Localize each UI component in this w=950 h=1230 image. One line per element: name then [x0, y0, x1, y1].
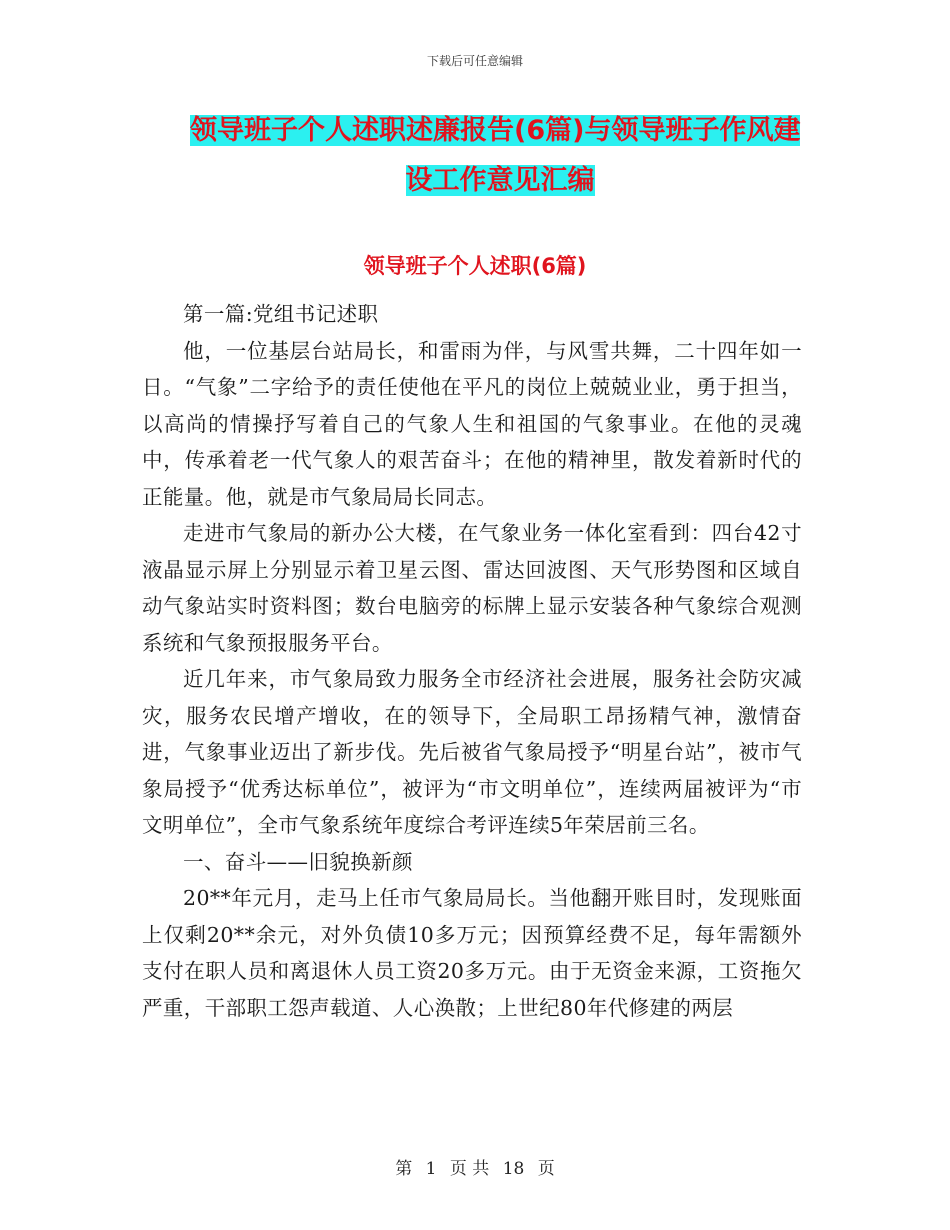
title-line-2-text: 设工作意见汇编	[405, 165, 595, 196]
page-footer	[0, 1154, 950, 1179]
paragraph-1: 他，一位基层台站局长，和雷雨为伴，与风雪共舞，二十四年如一日。“气象”二字给予的责任使他在平凡的岗位上兢兢业业，勇于担当，以高尚的情操抒写着自己的气象人生和祖国的气象事业。在他的灵魂中，传承着老一代气象人的艰苦奋斗；在他的精神里，散发着新时代的正能量。他，就是市气象局局长同志。	[142, 338, 802, 509]
footer-middle: 页 共	[449, 1159, 490, 1179]
title-line-1-text: 领导班子个人述职述廉报告(6篇)与领导班子作风建	[190, 115, 801, 146]
document-title-line-2	[190, 156, 810, 206]
part-heading: 第一篇:党组书记述职	[183, 302, 379, 326]
section-title: 领导班子个人述职(6篇)	[363, 254, 587, 278]
header-note: 下载后可任意编辑	[426, 54, 523, 68]
footer-prefix: 第	[395, 1159, 413, 1179]
body-text	[142, 296, 802, 1026]
document-title-line-1	[190, 106, 810, 156]
document-title	[190, 106, 810, 206]
paragraph-3: 近几年来，市气象局致力服务全市经济社会进展，服务社会防灾减灾，服务农民增产增收，在的领导下，全局职工昂扬精气神，激情奋进，气象事业迈出了新步伐。先后被省气象局授予“明星台站”，被市气象局授予“优秀达标单位”，被评为“市文明单位”，连续两届被评为“市文明单位”，全市气象系统年度综合考评连续5年荣居前三名。	[142, 667, 802, 837]
footer-suffix: 页	[537, 1159, 555, 1179]
paragraph-2: 走进市气象局的新办公大楼，在气象业务一体化室看到：四台42寸液晶显示屏上分别显示着卫星云图、雷达回波图、天气形势图和区域自动气象站实时资料图；数台电脑旁的标牌上显示安装各种气象综合观测系统和气象预报服务平台。	[142, 521, 802, 655]
paragraph-4: 20**年元月，走马上任市气象局局长。当他翻开账目时，发现账面上仅剩20**余元，对外负债10多万元；因预算经费不足，每年需额外支付在职人员和离退休人员工资20多万元。由于无资金来源，工资拖欠严重，干部职工怨声载道、人心涣散；上世纪80年代修建的两层	[142, 886, 802, 1020]
footer-page-number: 1	[425, 1159, 437, 1179]
subheading: 一、奋斗——旧貌换新颜	[183, 849, 413, 874]
footer-total-pages: 18	[502, 1159, 525, 1179]
